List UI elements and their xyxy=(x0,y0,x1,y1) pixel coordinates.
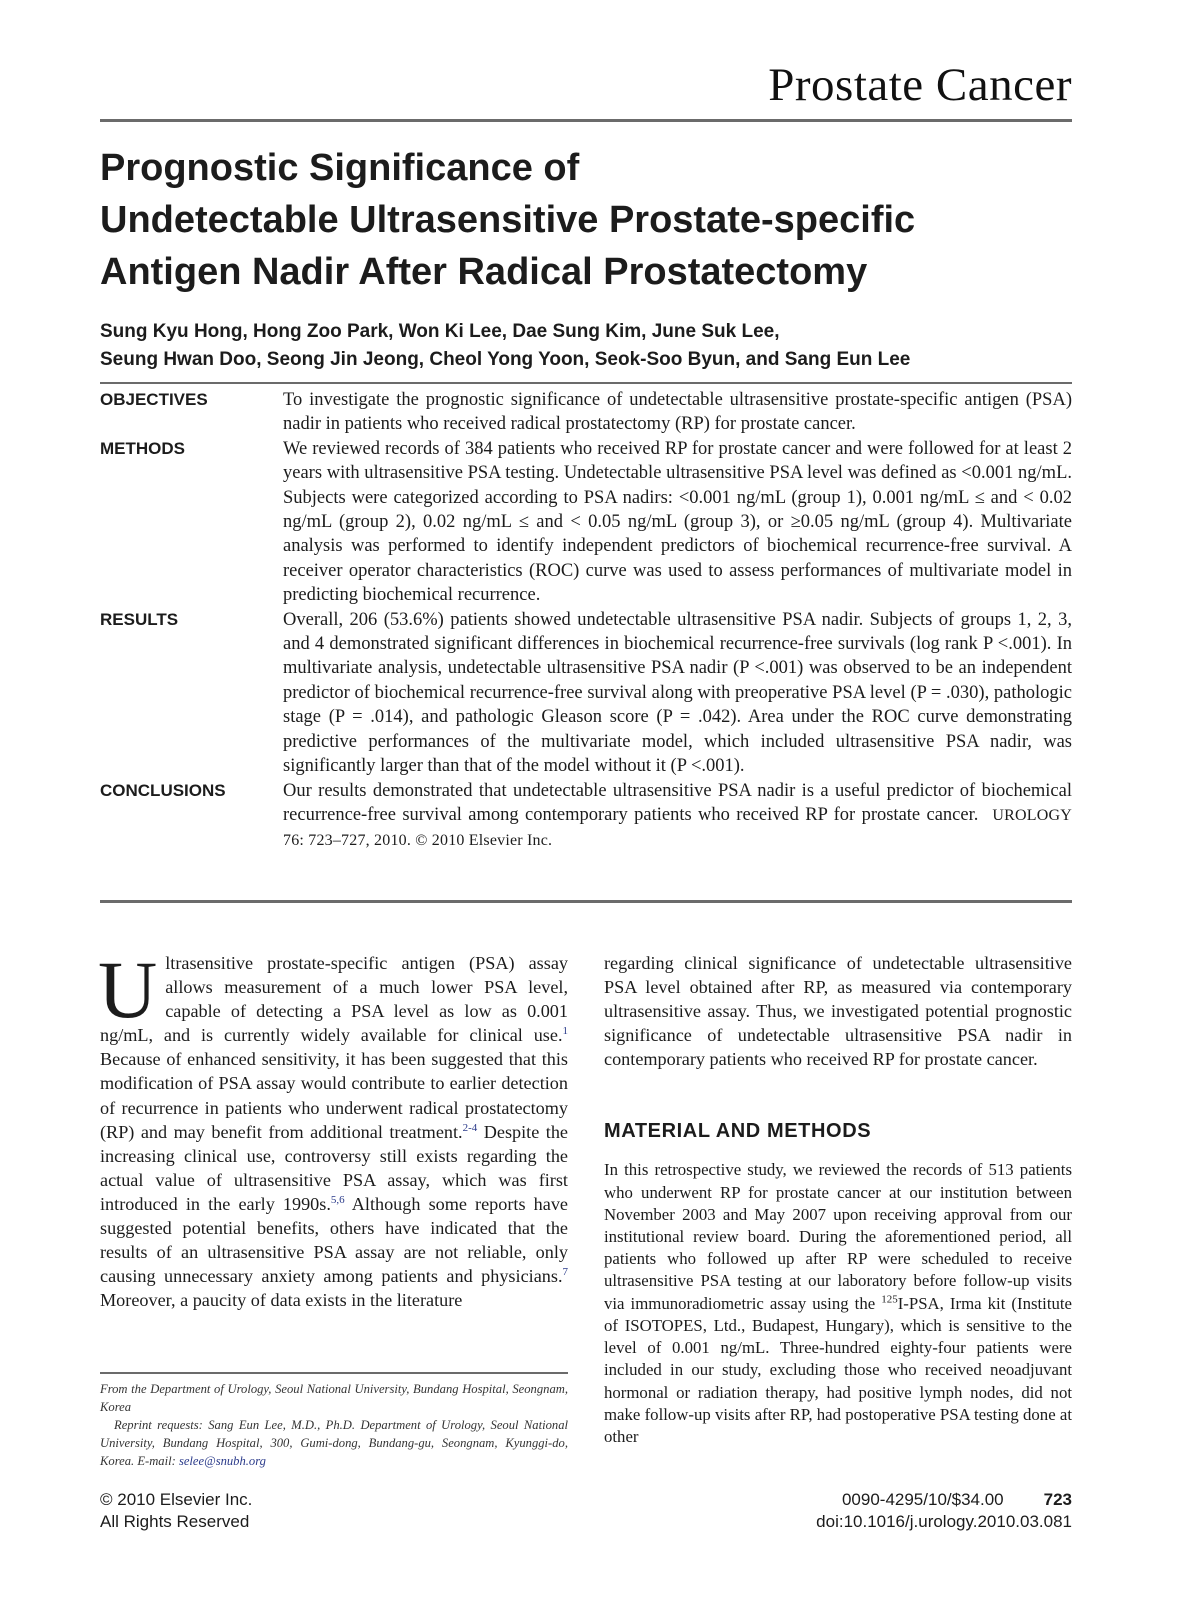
abstract-conclusions xyxy=(100,779,1072,854)
page-number: 723 xyxy=(1043,1490,1072,1509)
abstract-text: We reviewed records of 384 patients who received RP for prostate cancer and were followed for at least 2 years with ultrasensitive PSA testing. Undetectable ultrasensitive PSA level was defined as <0.001 ng/mL. Subjects were categorized according to PSA nadirs: <0.001 ng/mL (group 1), 0.001 ng/mL ≤ and < 0.02 ng/mL (group 2), 0.02 ng/mL ≤ and < 0.05 ng/mL (group 3), or ≥0.05 ng/mL (group 4). Multivariate analysis was performed to identify independent predictors of biochemical recurrence-free survival. A receiver operator characteristics (ROC) curve was used to assess performances of multivariate model in predicting biochemical recurrence. xyxy=(283,438,1072,606)
abstract-label: METHODS xyxy=(100,438,185,458)
title-line: Prognostic Significance of xyxy=(100,147,580,189)
footnote xyxy=(100,1380,568,1470)
abstract xyxy=(100,388,1072,854)
isotope-superscript: 125 xyxy=(881,1293,898,1306)
abstract-label: CONCLUSIONS xyxy=(100,780,226,800)
section-heading: MATERIAL AND METHODS xyxy=(604,1120,872,1143)
title-line: Undetectable Ultrasensitive Prostate-specific xyxy=(100,199,916,241)
abstract-label: RESULTS xyxy=(100,609,179,629)
intro-column-left xyxy=(98,944,568,1312)
drop-cap: U xyxy=(98,944,158,1035)
header-rule xyxy=(100,119,1072,122)
author-list xyxy=(100,318,1075,374)
issn-line xyxy=(816,1489,1072,1511)
journal-section-header: Prostate Cancer xyxy=(768,59,1072,111)
reference-link[interactable]: 7 xyxy=(562,1266,568,1279)
abstract-text: Overall, 206 (53.6%) patients showed undetectable ultrasensitive PSA nadir. Subjects of groups 1, 2, 3, and 4 demonstrated significant differences in biochemical recurrence-free survivals (log rank P <.001). In multivariate analysis, undetectable ultrasensitive PSA nadir (P <.001) was observed to be an independent predictor of biochemical recurrence-free survival along with preoperative PSA level (P = .030), pathologic stage (P = .014), and pathologic Gleason score (P = .042). Area under the ROC curve demonstrating predictive performances of the multivariate model, which included ultrasensitive PSA nadir, was significantly larger than that of the model without it (P <.001). xyxy=(283,609,1072,777)
footnote-rule xyxy=(100,1372,568,1374)
intro-column-right xyxy=(604,951,1072,1448)
author-line: Sung Kyu Hong, Hong Zoo Park, Won Ki Lee, Dae Sung Kim, June Suk Lee, xyxy=(100,321,780,342)
methods-paragraph xyxy=(604,1159,1072,1448)
abstract-results xyxy=(100,608,1072,779)
abstract-methods xyxy=(100,437,1072,608)
reprint-text: Reprint requests: Sang Eun Lee, M.D., Ph.D. Department of Urology, Seoul National University, Bundang Hospital, 300, Gumi-dong, Bundang-gu, Seongnam, Kyunggi-do, Korea. E-mail: xyxy=(100,1418,568,1468)
abstract-text: To investigate the prognostic significance of undetectable ultrasensitive prostate-specific antigen (PSA) nadir in patients who received radical prostatectomy (RP) for prostate cancer. xyxy=(283,390,1072,435)
abstract-text: Our results demonstrated that undetectable ultrasensitive PSA nadir is a useful predictor of biochemical recurrence-free survival among contemporary patients who received RP for prostate cancer. xyxy=(283,780,1072,825)
body-text: Despite the increasing clinical use, controversy still exists regarding the actual value of ultrasensitive PSA assay, which was first introduced in the early 1990s. xyxy=(100,1121,568,1214)
body-text: Because of enhanced sensitivity, it has been suggested that this modification of PSA assay would contribute to earlier detection of recurrence in patients who underwent radical prostatectomy (RP) and may benefit from additional treatment. xyxy=(100,1049,568,1142)
issn-price: 0090-4295/10/$34.00 xyxy=(841,1490,1004,1509)
title-line: Antigen Nadir After Radical Prostatectomy xyxy=(100,251,868,293)
body-text: ltrasensitive prostate-specific antigen (PSA) assay allows measurement of a much lower PSA level, capable of detecting a PSA level as low as 0.001 ng/mL, and is currently widely available for clinical use. xyxy=(100,953,568,1046)
abstract-label: OBJECTIVES xyxy=(100,390,208,409)
abstract-objectives xyxy=(100,388,1072,437)
rights-reserved: All Rights Reserved xyxy=(100,1512,250,1531)
abstract-top-rule xyxy=(100,382,1072,384)
reference-link[interactable]: 5,6 xyxy=(330,1193,345,1206)
body-text: regarding clinical significance of undetectable ultrasensitive PSA level obtained after RP, as measured via contemporary ultrasensitive assay. Thus, we investigated potential prognostic significance of undetectable ultrasensitive PSA nadir in contemporary patients who received RP for prostate cancer. xyxy=(604,953,1072,1070)
abstract-bottom-rule xyxy=(100,900,1072,903)
footer-right xyxy=(816,1489,1072,1533)
footer-left xyxy=(100,1489,252,1533)
article-title xyxy=(100,142,1080,298)
body-text: In this retrospective study, we reviewed the records of 513 patients who underwent RP for prostate cancer at our institution between November 2003 and May 2007 upon receiving approval from our institutional review board. During the aforementioned period, all patients who followed up after RP were scheduled to receive ultrasensitive PSA testing at our laboratory before follow-up visits via immunoradiometric assay using the xyxy=(604,1160,1072,1313)
body-text: I-PSA, Irma kit (Institute of ISOTOPES, Ltd., Budapest, Hungary), which is sensitive to the level of 0.001 ng/mL. Three-hundred eighty-four patients were included in our study, excluding those who received neoadjuvant hormonal or radiation therapy, had positive lymph nodes, did not make follow-up visits after RP, had postoperative PSA testing done at other xyxy=(604,1293,1072,1446)
author-line: Seung Hwan Doo, Seong Jin Jeong, Cheol Yong Yoon, Seok-Soo Byun, and Sang Eun Lee xyxy=(100,349,911,370)
doi[interactable]: doi:10.1016/j.urology.2010.03.081 xyxy=(816,1512,1072,1531)
abstract-text-container xyxy=(283,779,1072,854)
copyright: © 2010 Elsevier Inc. xyxy=(100,1490,253,1509)
reprint-requests xyxy=(100,1416,568,1470)
affiliation: From the Department of Urology, Seoul National University, Bundang Hospital, Seongnam, Korea xyxy=(100,1382,568,1414)
body-text: Moreover, a paucity of data exists in the literature xyxy=(100,1290,463,1311)
email-link[interactable]: selee@snubh.org xyxy=(178,1454,266,1468)
reference-link[interactable]: 1 xyxy=(562,1025,568,1038)
body-text: Although some reports have suggested potential benefits, others have indicated that the results of an ultrasensitive PSA assay are not reliable, only causing unnecessary anxiety among patients and physicians. xyxy=(100,1193,568,1287)
reference-link[interactable]: 2-4 xyxy=(462,1121,478,1134)
journal-citation: UROLOGY 76: 723–727, 2010. © 2010 Elsevier Inc. xyxy=(283,806,1072,850)
